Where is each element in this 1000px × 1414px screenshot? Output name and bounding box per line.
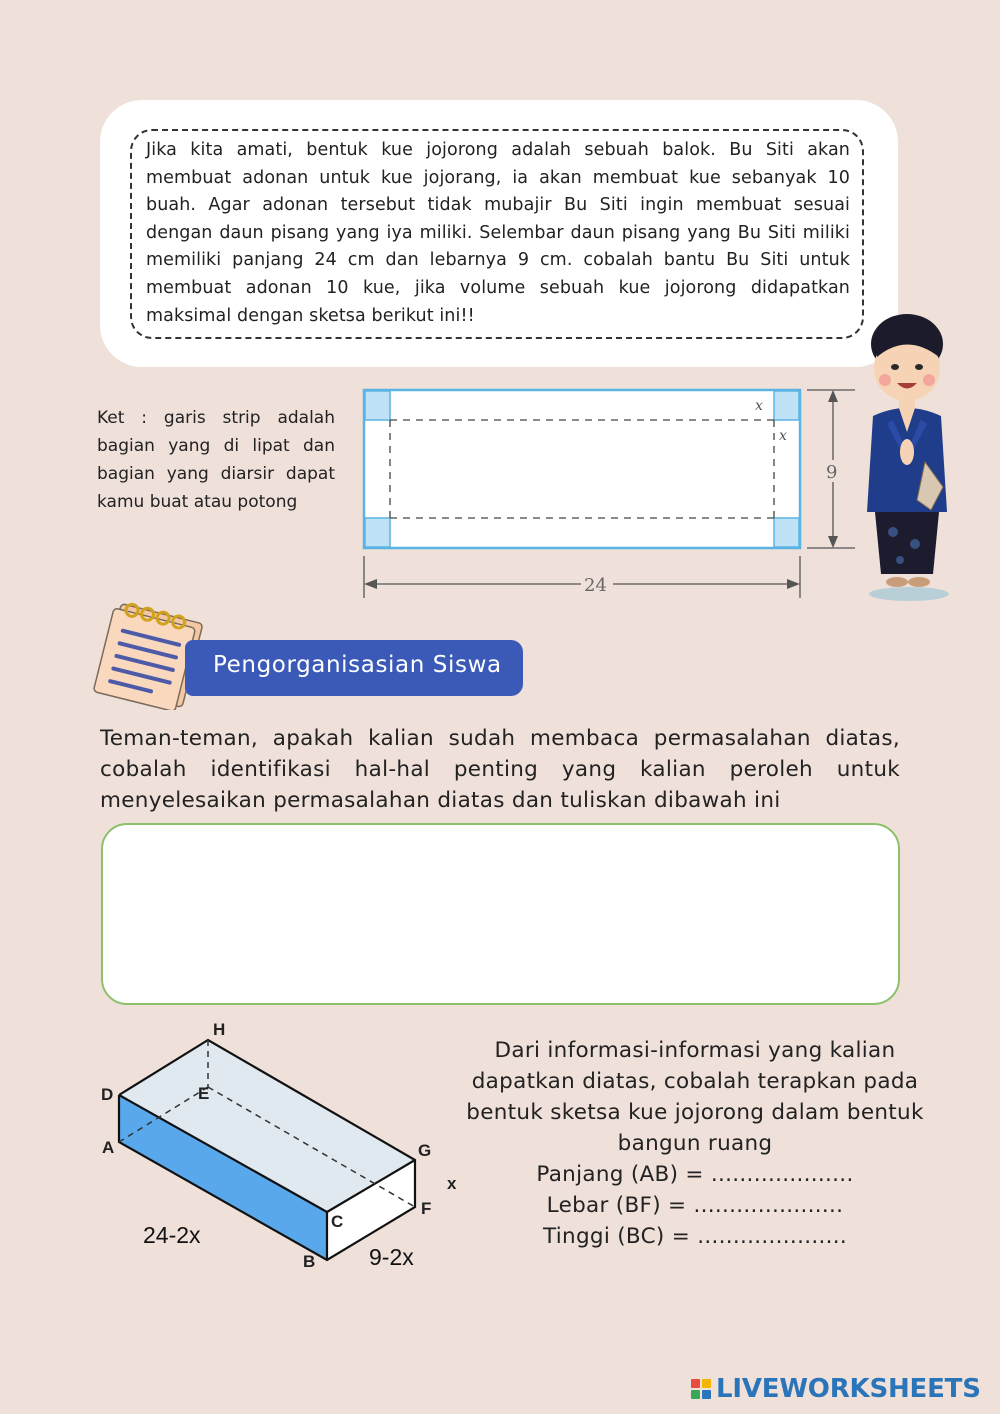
vertex-label-a: A xyxy=(102,1138,115,1157)
height-label-x: x xyxy=(447,1174,457,1193)
intro-text: Teman-teman, apakah kalian sudah membaca permasalahan diatas, cobalah identifikasi hal-hal penting yang kalian peroleh untuk menyelesaikan permasalahan diatas dan tuliskan dibawah ini xyxy=(100,726,900,813)
liveworksheets-brand xyxy=(691,1374,981,1404)
height-dim-label: 9 xyxy=(826,462,838,483)
logo-square-3 xyxy=(691,1390,700,1399)
panjang-value[interactable]: .................... xyxy=(710,1162,854,1187)
corner-square-top-left xyxy=(365,391,390,420)
vertex-label-h: H xyxy=(213,1020,226,1039)
tinggi-label: Tinggi (BC) = xyxy=(542,1224,698,1249)
vertex-label-c: C xyxy=(331,1212,344,1231)
story-dashed-frame xyxy=(130,129,864,339)
cuboid-figure xyxy=(95,1015,470,1280)
tinggi-value[interactable]: ..................... xyxy=(697,1224,848,1249)
length-dim-label: 24 xyxy=(584,575,607,596)
lebar-line xyxy=(440,1190,950,1221)
height-dim-arrow-up xyxy=(828,390,838,402)
vertex-label-b: B xyxy=(303,1252,316,1271)
brand-text: LIVEWORKSHEETS xyxy=(716,1374,981,1404)
vertex-label-e: E xyxy=(198,1084,210,1103)
leaf-net-figure xyxy=(355,380,865,605)
story-card xyxy=(100,100,898,367)
corner-square-bottom-right xyxy=(774,518,799,547)
lebar-value[interactable]: ..................... xyxy=(693,1193,844,1218)
length-dim-arrow-left xyxy=(364,579,377,589)
corner-x-label-side: x xyxy=(779,428,787,444)
vertex-label-g: G xyxy=(418,1141,432,1160)
logo-square-2 xyxy=(702,1379,711,1388)
vertex-label-d: D xyxy=(101,1085,114,1104)
height-dim-arrow-down xyxy=(828,536,838,548)
story-text: Jika kita amati, bentuk kue jojorong adalah sebuah balok. Bu Siti akan membuat adonan untuk kue jojorang, ia akan membuat kue sebanyak 10 buah. Agar adonan tersebut tidak mubajir Bu Siti ingin membuat sesuai dengan daun pisang yang iya miliki. Selembar daun pisang yang Bu Siti miliki memiliki panjang 24 cm dan lebarnya 9 cm. cobalah bantu Bu Siti untuk membuat adonan 10 kue, jika volume sebuah kue jojorong didapatkan maksimal dengan sketsa berikut ini!! xyxy=(146,140,850,326)
tinggi-line xyxy=(440,1221,950,1252)
width-label: 9-2x xyxy=(369,1244,414,1270)
panjang-line xyxy=(440,1159,950,1190)
length-label: 24-2x xyxy=(143,1222,201,1248)
corner-square-bottom-left xyxy=(365,518,390,547)
answer-textarea[interactable] xyxy=(101,823,900,1005)
liveworksheets-logo-icon xyxy=(691,1379,711,1399)
vertex-label-f: F xyxy=(421,1199,432,1218)
panjang-label: Panjang (AB) = xyxy=(536,1162,711,1187)
length-dim-arrow-right xyxy=(787,579,800,589)
corner-square-top-right xyxy=(774,391,799,420)
logo-square-4 xyxy=(702,1390,711,1399)
ket-note: Ket : garis strip adalah bagian yang di lipat dan bagian yang diarsir dapat kamu buat atau potong xyxy=(97,408,335,512)
section-title: Pengorganisasian Siswa xyxy=(213,652,502,678)
lebar-label: Lebar (BF) = xyxy=(546,1193,694,1218)
corner-x-label-top: x xyxy=(755,398,763,414)
character-illustration xyxy=(855,312,960,604)
net-outline xyxy=(364,390,800,548)
logo-square-1 xyxy=(691,1379,700,1388)
apply-instructions xyxy=(440,1035,950,1252)
apply-text: Dari informasi-informasi yang kalian dapatkan diatas, cobalah terapkan pada bentuk sketsa kue jojorong dalam bentuk bangun ruang xyxy=(466,1038,924,1156)
